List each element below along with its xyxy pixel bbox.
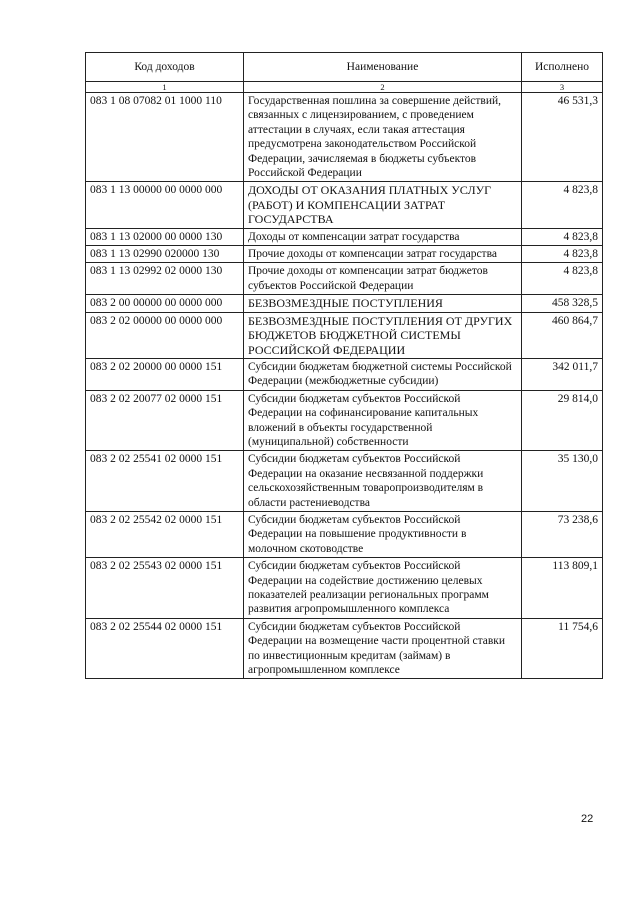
code-cell: 083 2 02 20000 00 0000 151 <box>86 358 244 390</box>
amount-cell: 4 823,8 <box>522 263 603 295</box>
column-number-2: 2 <box>244 82 522 93</box>
name-cell: Государственная пошлина за совершение действий, связанных с лицензированием, с проведением аттестации в случаях, если такая аттестация предусмотрена законодательством Российской Федерации, зачисляемая в бюджеты субъектов Российской Федерации <box>244 93 522 182</box>
column-number-3: 3 <box>522 82 603 93</box>
code-cell: 083 1 13 02000 00 0000 130 <box>86 228 244 245</box>
amount-cell: 73 238,6 <box>522 511 603 557</box>
code-cell: 083 2 02 00000 00 0000 000 <box>86 312 244 358</box>
name-cell: ДОХОДЫ ОТ ОКАЗАНИЯ ПЛАТНЫХ УСЛУГ (РАБОТ) И КОМПЕНСАЦИИ ЗАТРАТ ГОСУДАРСТВА <box>244 182 522 228</box>
table-row <box>86 511 603 557</box>
name-cell: БЕЗВОЗМЕЗДНЫЕ ПОСТУПЛЕНИЯ <box>244 295 522 312</box>
code-cell: 083 1 08 07082 01 1000 110 <box>86 93 244 182</box>
amount-cell: 4 823,8 <box>522 246 603 263</box>
table-row <box>86 618 603 679</box>
table-header-row <box>86 53 603 82</box>
code-cell: 083 2 02 25542 02 0000 151 <box>86 511 244 557</box>
name-cell: Субсидии бюджетам субъектов Российской Федерации на возмещение части процентной ставки по инвестиционным кредитам (займам) в агропромышленном комплексе <box>244 618 522 679</box>
header-code: Код доходов <box>86 53 244 82</box>
name-cell: Субсидии бюджетам субъектов Российской Федерации на повышение продуктивности в молочном скотоводстве <box>244 511 522 557</box>
name-cell: Доходы от компенсации затрат государства <box>244 228 522 245</box>
amount-cell: 113 809,1 <box>522 558 603 619</box>
table-row <box>86 93 603 182</box>
code-cell: 083 1 13 00000 00 0000 000 <box>86 182 244 228</box>
table-row <box>86 558 603 619</box>
amount-cell: 46 531,3 <box>522 93 603 182</box>
amount-cell: 342 011,7 <box>522 358 603 390</box>
table-row <box>86 312 603 358</box>
code-cell: 083 2 02 25541 02 0000 151 <box>86 451 244 512</box>
header-name: Наименование <box>244 53 522 82</box>
table-row <box>86 182 603 228</box>
table-row <box>86 246 603 263</box>
name-cell: Прочие доходы от компенсации затрат бюджетов субъектов Российской Федерации <box>244 263 522 295</box>
column-number-1: 1 <box>86 82 244 93</box>
header-executed: Исполнено <box>522 53 603 82</box>
code-cell: 083 2 02 20077 02 0000 151 <box>86 390 244 451</box>
amount-cell: 458 328,5 <box>522 295 603 312</box>
amount-cell: 29 814,0 <box>522 390 603 451</box>
amount-cell: 4 823,8 <box>522 228 603 245</box>
amount-cell: 35 130,0 <box>522 451 603 512</box>
table-row <box>86 228 603 245</box>
name-cell: Субсидии бюджетам субъектов Российской Федерации на софинансирование капитальных вложений в объекты государственной (муниципальной) собственности <box>244 390 522 451</box>
amount-cell: 4 823,8 <box>522 182 603 228</box>
code-cell: 083 2 02 25544 02 0000 151 <box>86 618 244 679</box>
name-cell: Субсидии бюджетам субъектов Российской Федерации на содействие достижению целевых показателей реализации региональных программ развития агропромышленного комплекса <box>244 558 522 619</box>
table-row <box>86 263 603 295</box>
amount-cell: 11 754,6 <box>522 618 603 679</box>
page-number: 22 <box>581 813 594 825</box>
amount-cell: 460 864,7 <box>522 312 603 358</box>
code-cell: 083 2 02 25543 02 0000 151 <box>86 558 244 619</box>
code-cell: 083 1 13 02992 02 0000 130 <box>86 263 244 295</box>
name-cell: Субсидии бюджетам бюджетной системы Российской Федерации (межбюджетные субсидии) <box>244 358 522 390</box>
code-cell: 083 2 00 00000 00 0000 000 <box>86 295 244 312</box>
table-row <box>86 390 603 451</box>
column-number-row <box>86 82 603 93</box>
code-cell: 083 1 13 02990 020000 130 <box>86 246 244 263</box>
name-cell: БЕЗВОЗМЕЗДНЫЕ ПОСТУПЛЕНИЯ ОТ ДРУГИХ БЮДЖЕТОВ БЮДЖЕТНОЙ СИСТЕМЫ РОССИЙСКОЙ ФЕДЕРАЦИИ <box>244 312 522 358</box>
table-row <box>86 358 603 390</box>
name-cell: Прочие доходы от компенсации затрат государства <box>244 246 522 263</box>
revenue-table <box>85 52 603 679</box>
table-row <box>86 295 603 312</box>
table-row <box>86 451 603 512</box>
name-cell: Субсидии бюджетам субъектов Российской Федерации на оказание несвязанной поддержки сельскохозяйственным товаропроизводителям в области растениеводства <box>244 451 522 512</box>
